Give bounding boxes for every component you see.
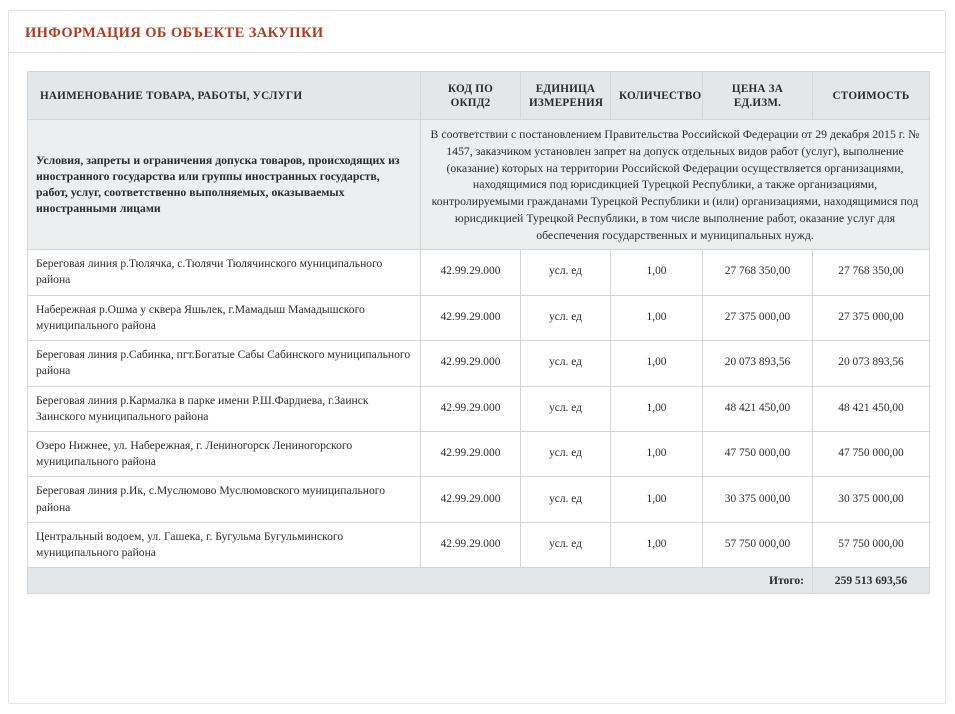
cell-price: 27 768 350,00 [703, 250, 813, 295]
table-row [28, 522, 930, 567]
cell-price: 30 375 000,00 [703, 477, 813, 522]
total-row [28, 568, 930, 594]
cell-sum: 57 750 000,00 [813, 522, 930, 567]
procurement-table [27, 71, 930, 594]
restrictions-row [28, 120, 930, 250]
cell-price: 57 750 000,00 [703, 522, 813, 567]
cell-name: Центральный водоем, ул. Гашека, г. Бугульма Бугульминского муниципального района [28, 522, 421, 567]
column-header-unit: ЕДИНИЦА ИЗМЕРЕНИЯ [521, 72, 611, 120]
total-value: 259 513 693,56 [813, 568, 930, 594]
total-label: Итого: [28, 568, 813, 594]
table-row [28, 386, 930, 431]
table-row [28, 341, 930, 386]
cell-unit: усл. ед [521, 250, 611, 295]
cell-sum: 47 750 000,00 [813, 432, 930, 477]
cell-qty: 1,00 [611, 432, 703, 477]
cell-price: 27 375 000,00 [703, 295, 813, 340]
restrictions-label: Условия, запреты и ограничения допуска товаров, происходящих из иностранного государства или группы иностранных государств, работ, услуг, соответственно выполняемых, оказываемых иностранными лицами [28, 120, 421, 250]
column-header-price: ЦЕНА ЗА ЕД.ИЗМ. [703, 72, 813, 120]
cell-unit: усл. ед [521, 295, 611, 340]
cell-code: 42.99.29.000 [421, 522, 521, 567]
cell-code: 42.99.29.000 [421, 250, 521, 295]
cell-name: Озеро Нижнее, ул. Набережная, г. Лениногорск Лениногорского муниципального района [28, 432, 421, 477]
cell-name: Береговая линия р.Тюлячка, с.Тюлячи Тюлячинского муниципального района [28, 250, 421, 295]
cell-code: 42.99.29.000 [421, 432, 521, 477]
restrictions-text: В соответствии с постановлением Правительства Российской Федерации от 29 декабря 2015 г. № 1457, заказчиком установлен запрет на допуск отдельных видов работ (услуг), выполнение (оказание) которых на территории Российской Федерации осуществляется организациями, находящимися под юрисдикцией Турецкой Республики, а также организациями, контролируемыми гражданами Турецкой Республики и (или) организациями, находящимися под юрисдикцией Турецкой Республики, в том числе выполнение работ, оказание услуг для обеспечения государственных и муниципальных нужд. [421, 120, 930, 250]
cell-price: 48 421 450,00 [703, 386, 813, 431]
cell-sum: 30 375 000,00 [813, 477, 930, 522]
cell-code: 42.99.29.000 [421, 295, 521, 340]
column-header-sum: СТОИМОСТЬ [813, 72, 930, 120]
table-row [28, 477, 930, 522]
cell-name: Набережная р.Ошма у сквера Яшьлек, г.Мамадыш Мамадышского муниципального района [28, 295, 421, 340]
cell-sum: 27 375 000,00 [813, 295, 930, 340]
cell-price: 47 750 000,00 [703, 432, 813, 477]
column-header-qty: КОЛИЧЕСТВО [611, 72, 703, 120]
cell-qty: 1,00 [611, 250, 703, 295]
column-header-name: НАИМЕНОВАНИЕ ТОВАРА, РАБОТЫ, УСЛУГИ [28, 72, 421, 120]
cell-unit: усл. ед [521, 386, 611, 431]
cell-name: Береговая линия р.Кармалка в парке имени Р.Ш.Фардиева, г.Заинск Заинского муниципального района [28, 386, 421, 431]
cell-code: 42.99.29.000 [421, 477, 521, 522]
table-row [28, 432, 930, 477]
cell-qty: 1,00 [611, 386, 703, 431]
cell-unit: усл. ед [521, 522, 611, 567]
cell-sum: 27 768 350,00 [813, 250, 930, 295]
cell-name: Береговая линия р.Сабинка, пгт.Богатые Сабы Сабинского муниципального района [28, 341, 421, 386]
table-row [28, 295, 930, 340]
table-header-row [28, 72, 930, 120]
column-header-code: КОД ПО ОКПД2 [421, 72, 521, 120]
cell-sum: 48 421 450,00 [813, 386, 930, 431]
cell-name: Береговая линия р.Ик, с.Муслюмово Муслюмовского муниципального района [28, 477, 421, 522]
cell-code: 42.99.29.000 [421, 341, 521, 386]
procurement-panel [8, 10, 946, 704]
table-body [28, 250, 930, 568]
cell-price: 20 073 893,56 [703, 341, 813, 386]
cell-unit: усл. ед [521, 341, 611, 386]
cell-qty: 1,00 [611, 341, 703, 386]
cell-code: 42.99.29.000 [421, 386, 521, 431]
cell-unit: усл. ед [521, 432, 611, 477]
cell-qty: 1,00 [611, 295, 703, 340]
page-title: ИНФОРМАЦИЯ ОБ ОБЪЕКТЕ ЗАКУПКИ [25, 25, 324, 41]
cell-qty: 1,00 [611, 522, 703, 567]
cell-unit: усл. ед [521, 477, 611, 522]
table-row [28, 250, 930, 295]
cell-qty: 1,00 [611, 477, 703, 522]
table-footer [28, 568, 930, 594]
cell-sum: 20 073 893,56 [813, 341, 930, 386]
table-container [9, 53, 945, 594]
